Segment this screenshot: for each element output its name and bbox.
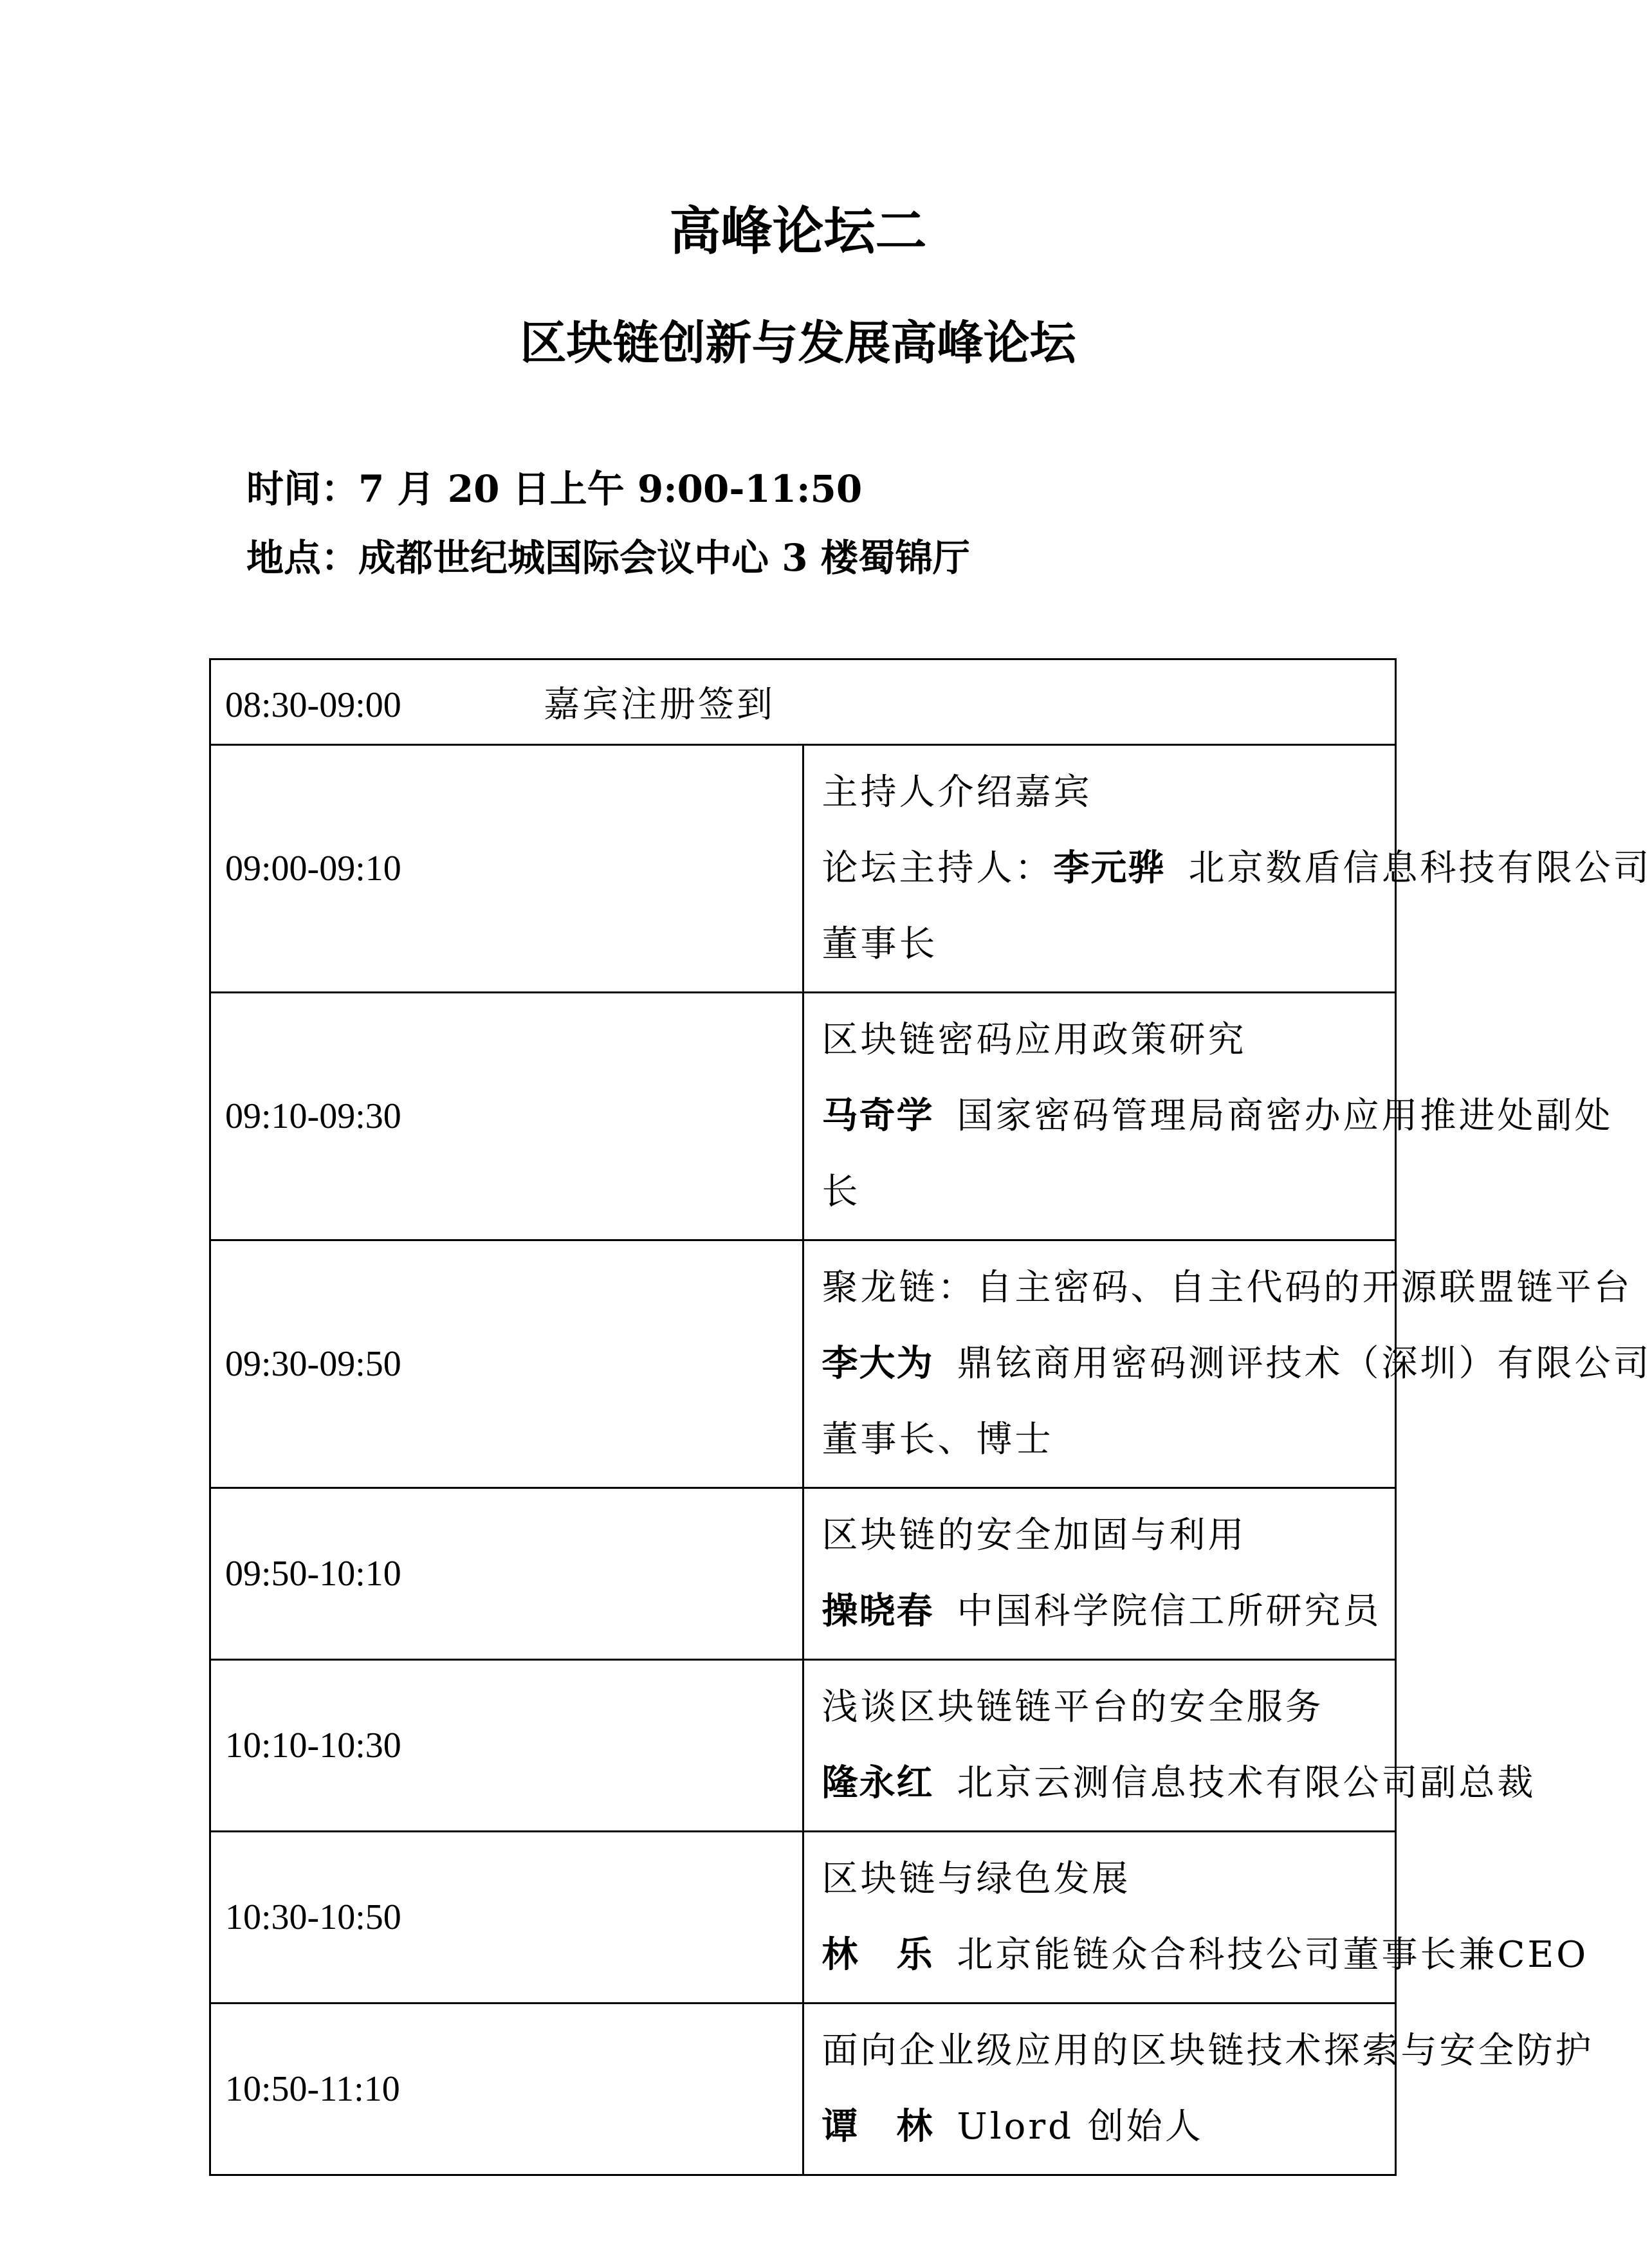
- speaker-affiliation: 鼎铉商用密码测评技术（深圳）有限公司: [957, 1343, 1652, 1385]
- session-topic: 面向企业级应用的区块链技术探索与安全防护: [821, 2030, 1594, 2072]
- session-cell: [803, 1488, 1396, 1660]
- speaker-line: [822, 2089, 1380, 2165]
- time-slot: 10:10-10:30: [210, 1660, 803, 1832]
- table-row: [210, 1488, 1396, 1660]
- speaker-line: [821, 831, 1652, 907]
- time-value: 7 月 20 日上午 9:00-11:50: [358, 467, 863, 511]
- speaker-name: 林 乐: [821, 1934, 934, 1976]
- speaker-affiliation: 中国科学院信工所研究员: [957, 1590, 1382, 1632]
- session-cell: [803, 745, 1652, 993]
- table-row: [210, 2004, 1396, 2175]
- time-slot: 09:10-09:30: [210, 993, 803, 1240]
- place-label: 地点：: [246, 536, 359, 580]
- page-subtitle: 区块链创新与发展高峰论坛: [520, 316, 1076, 370]
- table-row: [210, 1832, 1396, 2004]
- time-slot: 09:00-09:10: [210, 745, 803, 993]
- speaker-name: 隆永红: [821, 1762, 934, 1804]
- speaker-affiliation: 北京能链众合科技公司董事长兼CEO: [957, 1934, 1589, 1976]
- time-slot: 10:30-10:50: [210, 1832, 803, 2004]
- speaker-name: 操晓春: [821, 1590, 934, 1632]
- speaker-affiliation: 北京云测信息技术有限公司副总裁: [957, 1762, 1536, 1804]
- session-cell: [803, 1660, 1536, 1832]
- speaker-line: [821, 1917, 1589, 1993]
- session-topic: 区块链与绿色发展: [821, 1858, 1131, 1900]
- table-row: [210, 993, 1396, 1240]
- speaker-affiliation: 北京数盾信息科技有限公司: [1188, 847, 1652, 889]
- session-cell: [803, 2004, 1594, 2175]
- speaker-name: 李大为: [821, 1343, 934, 1385]
- session-cell: [803, 993, 1613, 1240]
- table-row: [210, 659, 1396, 745]
- page-title: 高峰论坛二: [669, 201, 927, 261]
- speaker-line: [821, 1326, 1652, 1402]
- time-slot: 08:30-09:00: [225, 685, 401, 725]
- time-label: 时间：: [246, 467, 359, 511]
- speaker-affiliation: 国家密码管理局商密办应用推进处副处: [957, 1095, 1613, 1137]
- session-topic: 主持人介绍嘉宾: [821, 771, 1092, 813]
- table-row: [210, 1240, 1396, 1488]
- speaker-affiliation-cont: 董事长: [821, 923, 938, 965]
- speaker-affiliation-cont: 董事长、博士: [821, 1419, 1054, 1460]
- time-info: [246, 460, 862, 518]
- table-row: [210, 1660, 1396, 1832]
- schedule-cell: [210, 659, 1396, 745]
- session-cell: [803, 1240, 1652, 1488]
- session-cell: [803, 1832, 1589, 2004]
- speaker-line: [822, 1574, 1380, 1650]
- host-prefix: 论坛主持人：: [821, 847, 1054, 889]
- place-info: [246, 529, 970, 587]
- time-slot: 09:50-10:10: [210, 1488, 803, 1660]
- table-row: [210, 745, 1396, 993]
- time-slot: 10:50-11:10: [210, 2004, 803, 2175]
- schedule-table: [209, 658, 1652, 2176]
- speaker-name: 谭 林: [821, 2106, 934, 2148]
- speaker-affiliation-cont: 长: [821, 1171, 861, 1213]
- time-slot: 09:30-09:50: [210, 1240, 803, 1488]
- session-topic: 区块链密码应用政策研究: [821, 1019, 1247, 1061]
- session-topic: 浅谈区块链链平台的安全服务: [821, 1686, 1324, 1728]
- speaker-line: [821, 1746, 1536, 1821]
- speaker-name: 马奇学: [821, 1095, 934, 1137]
- activity-text: 嘉宾注册签到: [544, 684, 775, 726]
- place-value: 成都世纪城国际会议中心 3 楼蜀锦厅: [358, 536, 970, 580]
- session-topic: 区块链的安全加固与利用: [821, 1515, 1247, 1556]
- speaker-line: [821, 1078, 1613, 1154]
- speaker-name: 李元骅: [1053, 847, 1166, 889]
- session-topic: 聚龙链：自主密码、自主代码的开源联盟链平台: [821, 1267, 1633, 1309]
- speaker-affiliation: Ulord 创始人: [957, 2106, 1204, 2148]
